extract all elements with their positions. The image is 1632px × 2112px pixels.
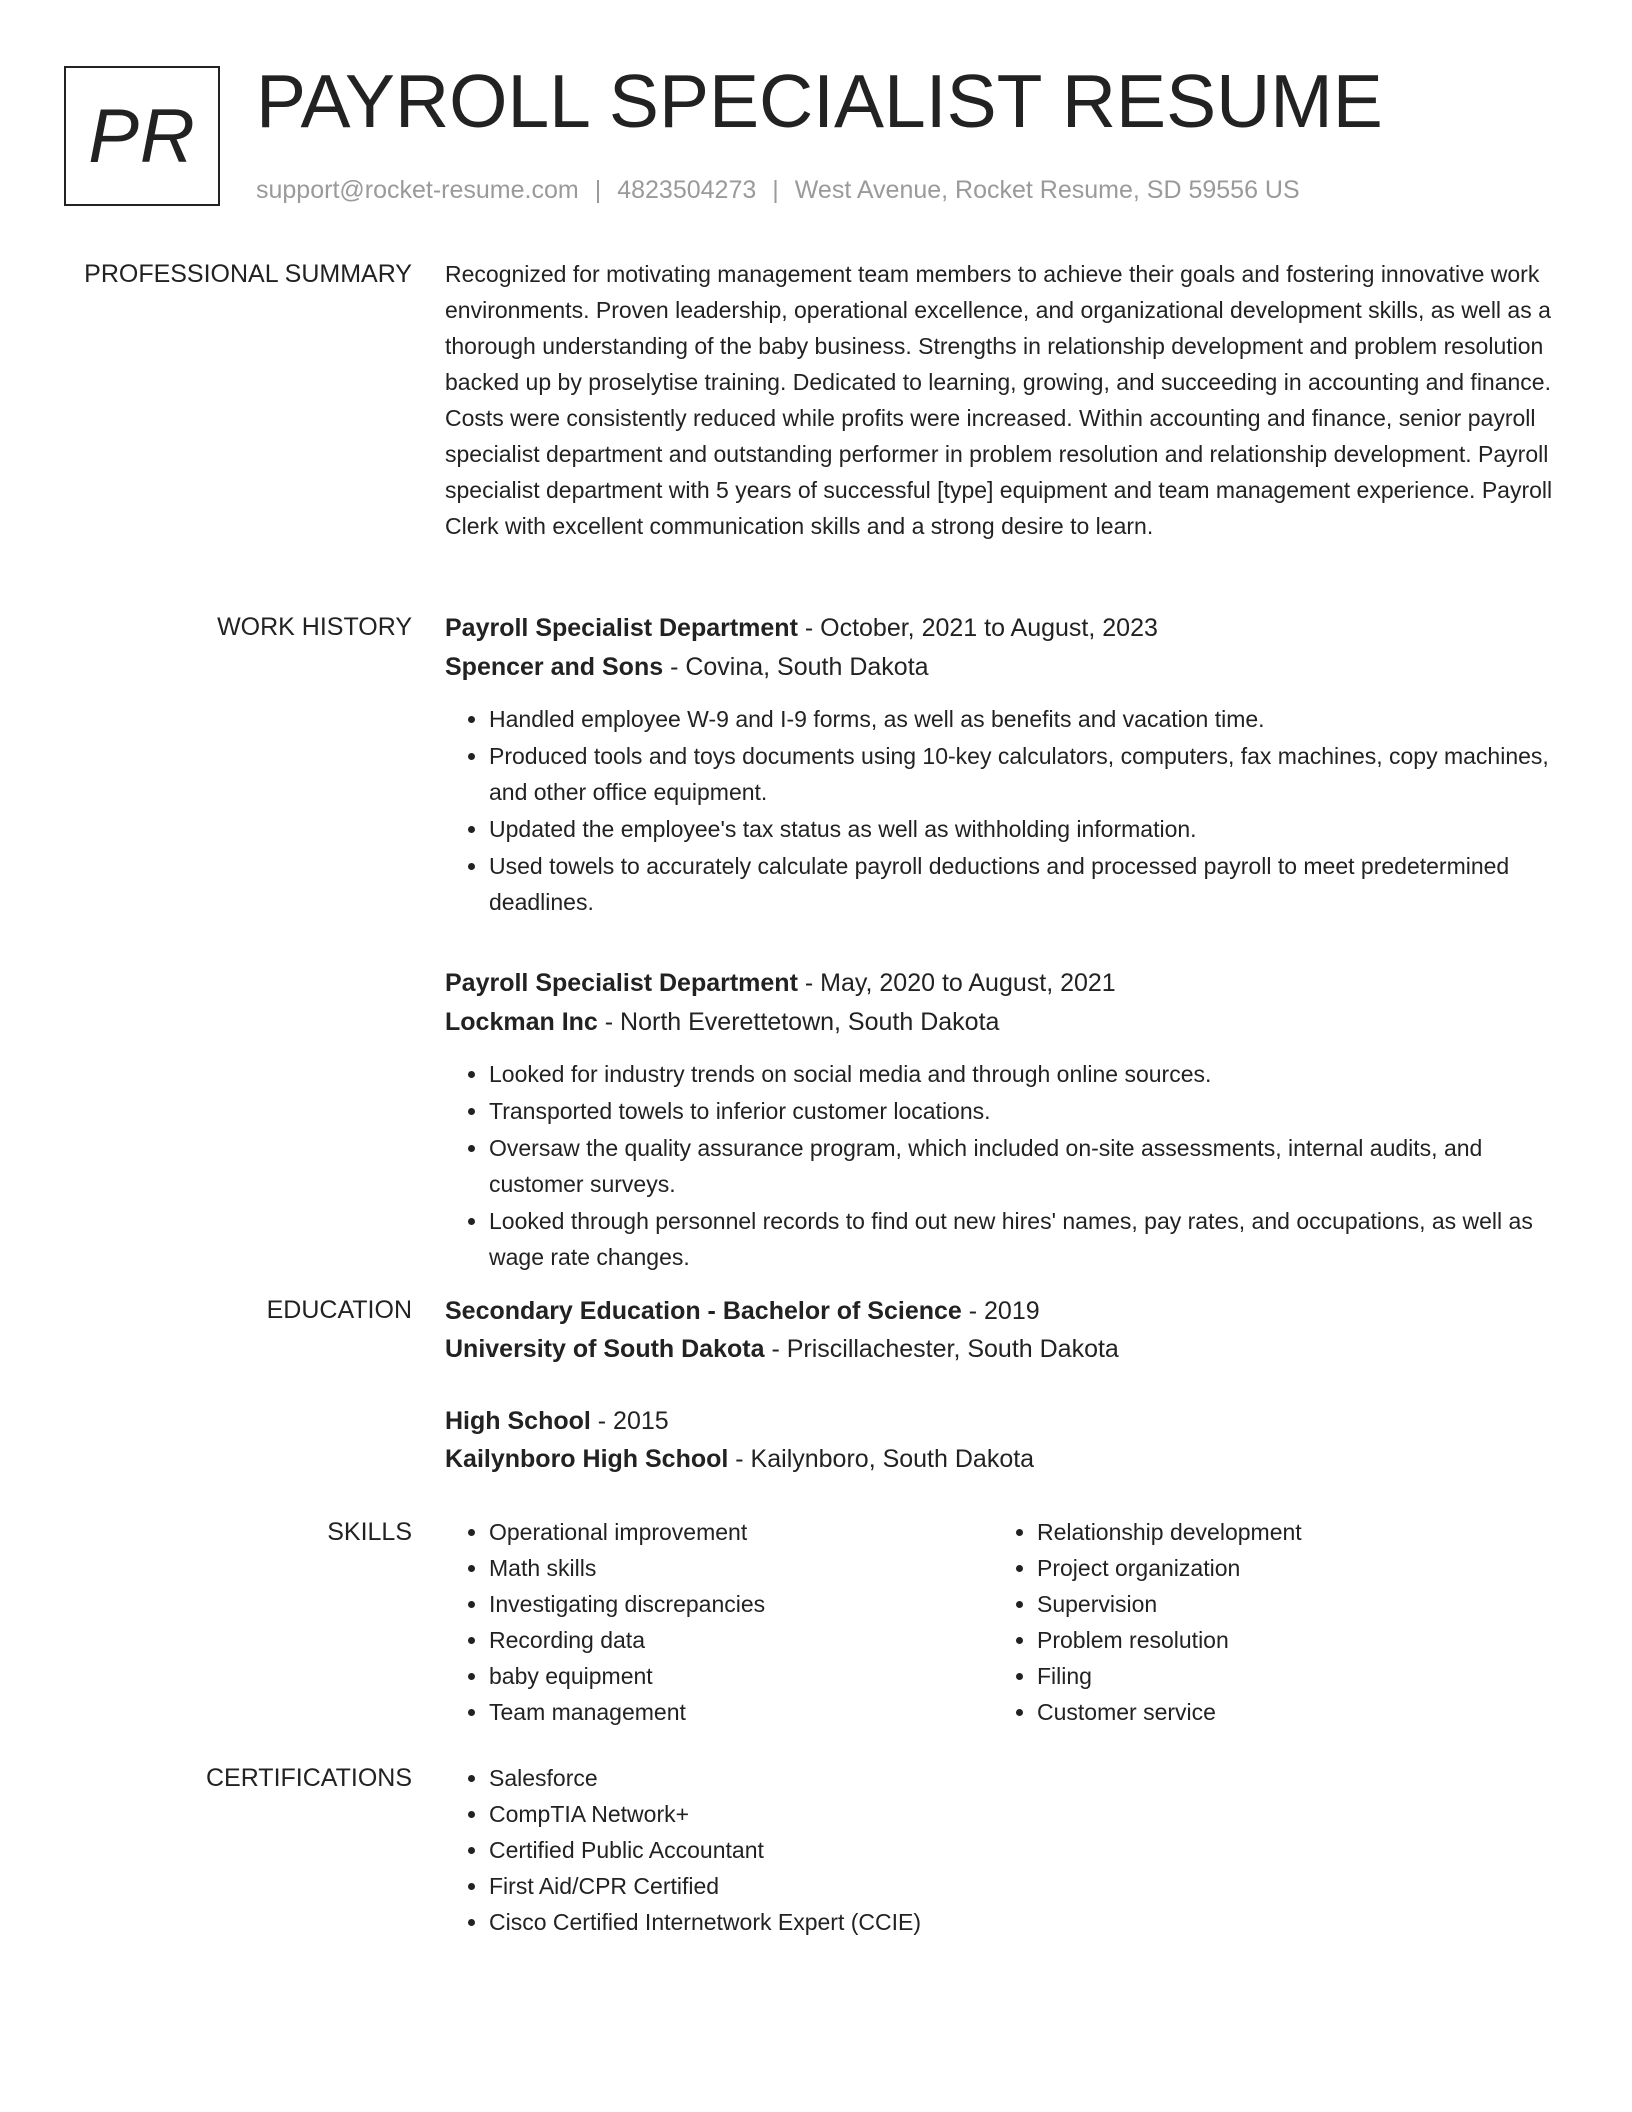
skill-item: • Supervision xyxy=(1037,1586,1541,1622)
skills-body xyxy=(445,1514,1557,1730)
job-title-line xyxy=(445,964,1557,1003)
job-bullet: • Updated the employee's tax status as well as withholding information. xyxy=(489,811,1557,847)
section-label-skills: SKILLS xyxy=(327,1518,412,1546)
contact-line xyxy=(256,174,1300,206)
education-degree-line xyxy=(445,1402,1557,1440)
contact-separator: | xyxy=(772,176,779,204)
certification-item: • Salesforce xyxy=(489,1760,1557,1796)
monogram-initials: PR xyxy=(88,93,196,179)
work-body xyxy=(445,609,1557,1276)
education-year: - 2015 xyxy=(590,1407,669,1435)
education-location: - Kailynboro, South Dakota xyxy=(728,1445,1035,1473)
contact-separator: | xyxy=(594,176,602,204)
job-bullet: • Transported towels to inferior customer locations. xyxy=(489,1093,1557,1129)
job-entry xyxy=(445,609,1557,920)
skills-list-right xyxy=(993,1514,1541,1730)
resume-title: PAYROLL SPECIALIST RESUME xyxy=(256,59,1383,143)
section-label-certifications: CERTIFICATIONS xyxy=(205,1764,412,1792)
job-dates: - October, 2021 to August, 2023 xyxy=(797,614,1158,642)
skill-item: • Project organization xyxy=(1037,1550,1541,1586)
skill-item: • Customer service xyxy=(1037,1694,1541,1730)
certifications-body xyxy=(445,1760,1557,1940)
skill-item: • Investigating discrepancies xyxy=(489,1586,993,1622)
summary-body xyxy=(445,256,1557,544)
education-degree: Secondary Education - Bachelor of Science xyxy=(445,1297,962,1325)
certifications-list xyxy=(445,1760,1557,1940)
education-entry xyxy=(445,1402,1557,1478)
certification-item: • Cisco Certified Internetwork Expert (CCIE) xyxy=(489,1904,1557,1940)
job-bullet: • Looked for industry trends on social media and through online sources. xyxy=(489,1056,1557,1092)
education-entry xyxy=(445,1292,1557,1368)
job-bullet: • Handled employee W-9 and I-9 forms, as well as benefits and vacation time. xyxy=(489,701,1557,737)
skill-item: • Math skills xyxy=(489,1550,993,1586)
job-entry xyxy=(445,964,1557,1275)
education-school: University of South Dakota xyxy=(445,1335,765,1363)
skill-item: • Team management xyxy=(489,1694,993,1730)
skills-column-right xyxy=(993,1514,1541,1730)
education-degree: High School xyxy=(445,1407,591,1435)
job-title: Payroll Specialist Department xyxy=(445,969,798,997)
contact-phone[interactable]: 4823504273 xyxy=(617,176,757,204)
skills-list-left xyxy=(445,1514,993,1730)
job-bullet: • Looked through personnel records to find out new hires' names, pay rates, and occupations, as well as wage rate changes. xyxy=(489,1203,1557,1275)
certification-item: • Certified Public Accountant xyxy=(489,1832,1557,1868)
skill-item: • Operational improvement xyxy=(489,1514,993,1550)
education-year: - 2019 xyxy=(961,1297,1040,1325)
skills-grid xyxy=(445,1514,1557,1730)
job-dates: - May, 2020 to August, 2021 xyxy=(797,969,1116,997)
education-location: - Priscillachester, South Dakota xyxy=(764,1335,1119,1363)
job-bullets xyxy=(445,1056,1557,1275)
certification-item: • CompTIA Network+ xyxy=(489,1796,1557,1832)
job-company: Spencer and Sons xyxy=(445,653,664,681)
contact-address: West Avenue, Rocket Resume, SD 59556 US xyxy=(794,176,1300,204)
job-bullet: • Used towels to accurately calculate payroll deductions and processed payroll to meet predetermined deadlines. xyxy=(489,848,1557,920)
skill-item: • baby equipment xyxy=(489,1658,993,1694)
job-location: - North Everettetown, South Dakota xyxy=(597,1008,1000,1036)
monogram-logo xyxy=(64,66,220,206)
job-company-line xyxy=(445,648,1557,687)
job-location: - Covina, South Dakota xyxy=(663,653,929,681)
contact-email[interactable]: support@rocket-resume.com xyxy=(256,176,579,204)
job-bullet: • Oversaw the quality assurance program, which included on-site assessments, internal audits, and customer surveys. xyxy=(489,1130,1557,1202)
education-school: Kailynboro High School xyxy=(445,1445,729,1473)
skill-item: • Relationship development xyxy=(1037,1514,1541,1550)
certification-item: • First Aid/CPR Certified xyxy=(489,1868,1557,1904)
job-company-line xyxy=(445,1003,1557,1042)
skill-item: • Problem resolution xyxy=(1037,1622,1541,1658)
job-bullets xyxy=(445,701,1557,920)
job-company: Lockman Inc xyxy=(445,1008,598,1036)
section-label-summary: PROFESSIONAL SUMMARY xyxy=(84,260,412,288)
section-label-work: WORK HISTORY xyxy=(217,613,412,641)
education-school-line xyxy=(445,1330,1557,1368)
section-label-education: EDUCATION xyxy=(266,1296,412,1324)
education-degree-line xyxy=(445,1292,1557,1330)
job-title-line xyxy=(445,609,1557,648)
skills-column-left xyxy=(445,1514,993,1730)
education-body xyxy=(445,1292,1557,1478)
summary-text: Recognized for motivating management team members to achieve their goals and fostering innovative work environments. Proven leadership, operational excellence, and organizational development skills, as well as a thorough understanding of the baby business. Strengths in relationship development and problem resolution backed up by proselytise training. Dedicated to learning, growing, and succeeding in accounting and finance. Costs were consistently reduced while profits were increased. Within accounting and finance, senior payroll specialist department and outstanding performer in problem resolution and relationship development. Payroll specialist department with 5 years of successful [type] equipment and team management experience. Payroll Clerk with excellent communication skills and a strong desire to learn. xyxy=(445,261,1553,539)
job-bullet: • Produced tools and toys documents using 10-key calculators, computers, fax machines, copy machines, and other office equipment. xyxy=(489,738,1557,810)
job-title: Payroll Specialist Department xyxy=(445,614,798,642)
skill-item: • Filing xyxy=(1037,1658,1541,1694)
education-school-line xyxy=(445,1440,1557,1478)
skill-item: • Recording data xyxy=(489,1622,993,1658)
